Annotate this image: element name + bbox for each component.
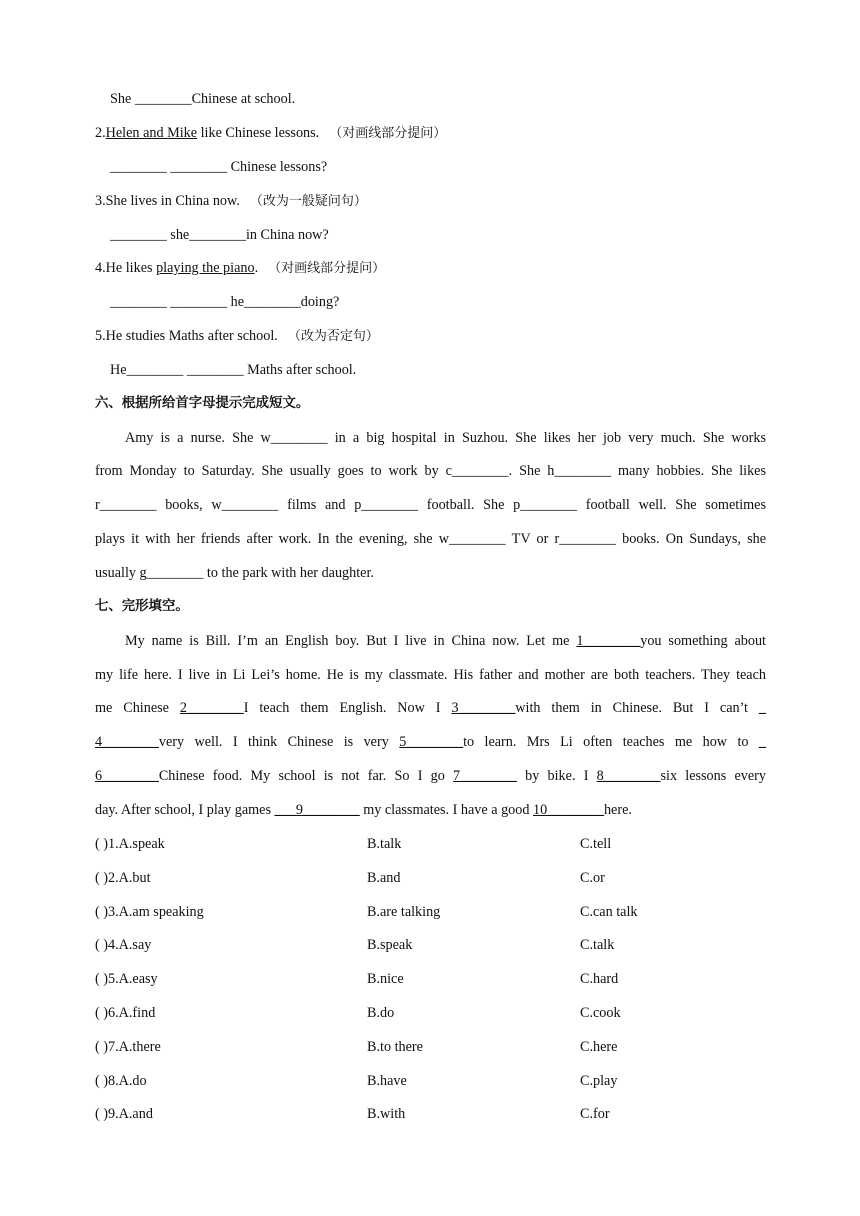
option-row-9-a: ( )9.A.and [95, 1106, 153, 1122]
q4-underlined-part: playing the piano [156, 260, 255, 276]
cloze-line-5 [95, 766, 766, 786]
cloze-text: I teach them English. Now I [243, 700, 452, 716]
cloze-text: here. [603, 802, 632, 818]
option-row-6-c: C.cook [580, 1005, 621, 1021]
q4-instruction: （对画线部分提问） [268, 261, 386, 276]
cloze-text: day. After school, I play games [95, 802, 275, 818]
option-row-4-a: ( )4.A.say [95, 937, 152, 953]
blank-9: ___9________ [274, 802, 360, 818]
q4-period: . [254, 260, 259, 276]
q2-underlined-part: Helen and Mike [105, 125, 198, 141]
option-row-8-b: B.have [367, 1073, 407, 1089]
option-row-2-b: B.and [367, 870, 401, 886]
blank-4: 4________ [95, 734, 159, 750]
section6-line-4: plays it with her friends after work. In the evening, she w________ TV or r________ books. On Sundays, she [95, 531, 766, 547]
q3-answer-line: ________ she________in China now? [110, 227, 329, 243]
q2-text: like Chinese lessons. [197, 125, 320, 141]
blank-7: 7________ [453, 768, 517, 784]
q5-question [95, 326, 379, 347]
blank-1: 1________ [576, 633, 641, 649]
q2-answer-line: ________ ________ Chinese lessons? [110, 159, 328, 175]
option-row-5-c: C.hard [580, 971, 619, 987]
option-row-8-c: C.play [580, 1073, 618, 1089]
option-row-1-b: B.talk [367, 836, 402, 852]
section7-heading: 七、完形填空。 [95, 599, 189, 614]
option-row-2-c: C.or [580, 870, 605, 886]
option-row-7-c: C.here [580, 1039, 618, 1055]
cloze-line-2: my life here. I live in Li Lei’s home. He is my classmate. His father and mother are both teachers. They teach [95, 667, 766, 683]
cloze-line-4 [95, 732, 766, 752]
option-row-3-b: B.are talking [367, 904, 441, 920]
option-row-3-a: ( )3.A.am speaking [95, 904, 204, 920]
cloze-text: My name is Bill. I’m an English boy. But I live in China now. Let me [125, 633, 577, 649]
q5-text: 5.He studies Maths after school. [95, 328, 278, 344]
q2-question [95, 123, 446, 144]
section6-heading: 六、根据所给首字母提示完成短文。 [95, 396, 310, 411]
q3-instruction: （改为一般疑问句） [249, 194, 367, 209]
cloze-text: with them in Chinese. But I can’t [515, 700, 759, 716]
cloze-text: my classmates. I have a good [359, 802, 534, 818]
option-row-2-a: ( )2.A.but [95, 870, 151, 886]
cloze-text: six lessons every [660, 768, 766, 784]
q2-number: 2. [95, 125, 106, 141]
section6-line-2: from Monday to Saturday. She usually goes to work by c________. She h________ many hobbies. She likes [95, 463, 766, 479]
blank-2: 2________ [179, 700, 244, 716]
section6-line-1: Amy is a nurse. She w________ in a big hospital in Suzhou. She likes her job very much. She works [125, 430, 766, 446]
option-row-9-c: C.for [580, 1106, 610, 1122]
q3-text: 3.She lives in China now. [95, 193, 240, 209]
q3-question [95, 191, 367, 212]
blank-10: 10________ [533, 802, 604, 818]
cloze-text: to learn. Mrs Li often teaches me how to [463, 734, 759, 750]
q2-instruction: （对画线部分提问） [329, 126, 447, 141]
cloze-line-6 [95, 800, 632, 820]
section6-line-3: r________ books, w________ films and p________ football. She p________ football well. She sometimes [95, 497, 766, 513]
option-row-3-c: C.can talk [580, 904, 638, 920]
cloze-text: by bike. I [516, 768, 597, 784]
option-row-4-b: B.speak [367, 937, 413, 953]
q1-answer-line: She ________Chinese at school. [110, 91, 296, 107]
cloze-text: Chinese food. My school is not far. So I go [158, 768, 454, 784]
option-row-7-a: ( )7.A.there [95, 1039, 161, 1055]
cloze-text: very well. I think Chinese is very [158, 734, 400, 750]
blank-6-start: _ [758, 734, 767, 750]
option-row-7-b: B.to there [367, 1039, 423, 1055]
cloze-text: me Chinese [95, 700, 180, 716]
q4-question [95, 258, 385, 279]
option-row-1-a: ( )1.A.speak [95, 836, 165, 852]
q5-answer-line: He________ ________ Maths after school. [110, 362, 357, 378]
option-row-6-b: B.do [367, 1005, 395, 1021]
section6-line-5: usually g________ to the park with her daughter. [95, 565, 374, 581]
option-row-9-b: B.with [367, 1106, 406, 1122]
blank-8: 8________ [596, 768, 661, 784]
option-row-5-b: B.nice [367, 971, 404, 987]
option-row-1-c: C.tell [580, 836, 612, 852]
cloze-line-3 [95, 698, 766, 718]
q5-instruction: （改为否定句） [287, 329, 379, 344]
cloze-line-1 [125, 631, 766, 651]
option-row-5-a: ( )5.A.easy [95, 971, 158, 987]
blank-4-start: _ [758, 700, 767, 716]
q4-answer-line: ________ ________ he________doing? [110, 294, 340, 310]
option-row-8-a: ( )8.A.do [95, 1073, 147, 1089]
blank-6: 6________ [95, 768, 159, 784]
cloze-text: you something about [640, 633, 766, 649]
option-row-6-a: ( )6.A.find [95, 1005, 156, 1021]
blank-5: 5________ [399, 734, 464, 750]
option-row-4-c: C.talk [580, 937, 615, 953]
q4-text: 4.He likes [95, 260, 157, 276]
blank-3: 3________ [451, 700, 516, 716]
